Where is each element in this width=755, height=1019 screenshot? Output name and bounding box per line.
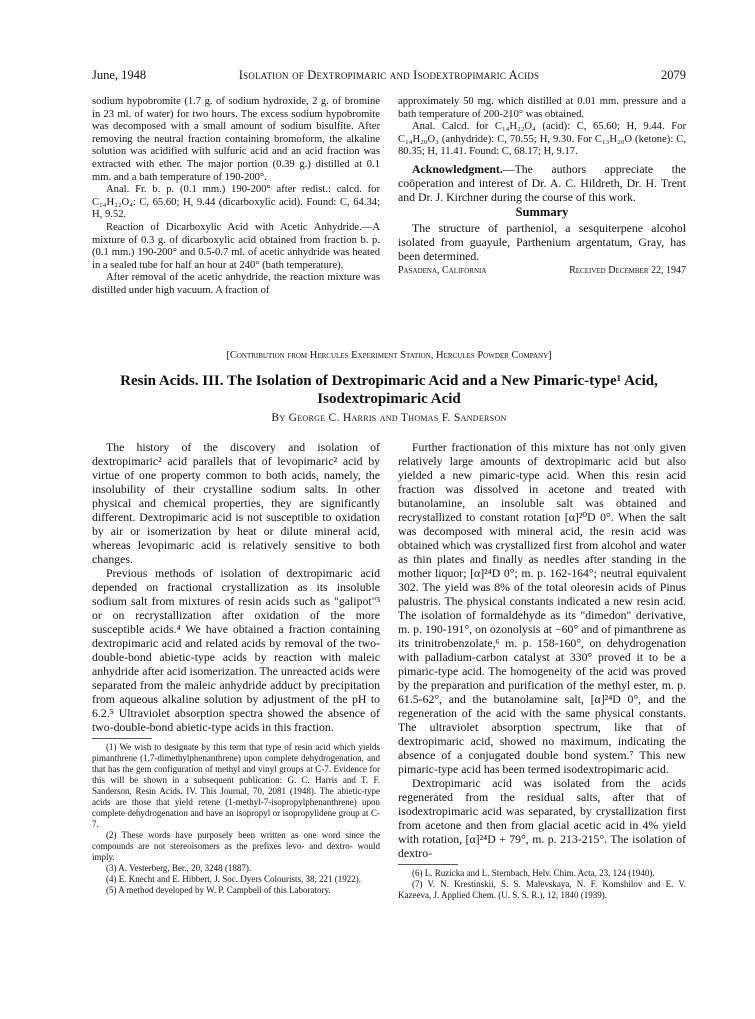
header-date: June, 1948 <box>92 68 147 82</box>
footnote: (7) V. N. Krestinskii, S. S. Malevskaya, N. F. Komshilov and E. V. Kazeeva, J. Applied Chem. (U. S. S. R.), 12, 1840 (1939). <box>398 879 686 900</box>
location: Pasadena, California <box>398 264 487 276</box>
body-paragraph: Previous methods of isolation of dextropimaric acid depended on fractional crystallization as its insoluble sodium salt from mixtures of resin acids such as "galipot"³ or on recrystallization after oxidation of the more susceptible acids.⁴ We have obtained a fraction containing dextropimaric acid and related acids by removal of the two-double-bond abietic-type acids by reaction with maleic anhydride after acid isomerization. The unreacted acids were separated from the maleic anhydride adduct by precipitation from aqueous alkaline solution by adjustment of the pH to 6.2.⁵ Ultraviolet absorption spectra showed the absence of two-double-bond abietic-type acids in this fraction. <box>92 566 380 734</box>
body-paragraph: The history of the discovery and isolation of dextropimaric² acid parallels that of levopimaric² acid by virtue of one property common to both acids, namely, the insolubility of their crystalline sodium salts. In other physical and chemical properties, they are significantly different. Dextropimaric acid is not susceptible to oxidation by air or isomerization by heat or dilute mineral acid, whereas levopimaric acid is relatively sensitive to both changes. <box>92 440 380 566</box>
footnote: (2) These words have purposely been written as one word since the compounds are not stereoisomers as the prefixes levo- and dextro- would imply. <box>92 830 380 862</box>
footnote: (6) L. Ruzicka and L. Sternbach, Helv. Chim. Acta, 23, 124 (1940). <box>412 868 655 878</box>
footnote: (1) We wish to designate by this term that type of resin acid which yields pimanthrene (1,7-dimethylphenanthrene) upon complete dehydrogenation, and that has the gem configuration of methyl and vinyl groups at C-7. Evidence for this will be shown in a subsequent publication: G. C. Harris and T. F. Sanderson, Resin Acids. IV. This Journal, 70, 2081 (1948). The abietic-type acids are those that yield retene (1-methyl-7-isopropylphenanthrene) upon complete dehydrogenation and have an isopropyl or isopropylidene group at C-7. <box>92 742 380 829</box>
received-date: Received December 22, 1947 <box>569 264 686 276</box>
running-header <box>92 68 686 84</box>
article-authors: By George C. Harris and Thomas F. Sanderson <box>271 412 507 424</box>
article-title: Resin Acids. III. The Isolation of Dextropimaric Acid and a New Pimaric-type¹ Acid, Isodextropimaric Acid <box>120 373 658 407</box>
header-page-number: 2079 <box>661 68 686 82</box>
prev-analysis: Anal. Fr. b. p. (0.1 mm.) 190-200° after redist.: calcd. for C₁₄H₂₂O₄: C, 65.60; H, 9.44 (dicarboxylic acid). Found: C, 64.34; H, 9.52. <box>92 184 380 221</box>
contribution-line: [Contribution from Hercules Experiment Station, Hercules Powder Company] <box>226 350 552 361</box>
acknowledgment-text: —The authors appreciate the coöperation and interest of Dr. A. C. Hildreth, Dr. H. Trent and Dr. J. Kirchner during the course of this work. <box>398 161 686 204</box>
prev-article-left-column <box>92 96 380 298</box>
article-left-column <box>92 440 380 896</box>
article-right-column <box>398 440 686 901</box>
prev-paragraph: After removal of the acetic anhydride, the reaction mixture was distilled under high vacuum. A fraction of <box>92 272 380 296</box>
footnote: (3) A. Vesterberg, Ber., 20, 3248 (1887). <box>106 863 252 873</box>
prev-paragraph: approximately 50 mg. which distilled at 0.01 mm. pressure and a bath temperature of 200-210° was obtained. <box>398 96 686 120</box>
acknowledgment-heading: Acknowledgment. <box>412 161 503 176</box>
summary-text: The structure of partheniol, a sesquiterpene alcohol isolated from guayule, Parthenium argentatum, Gray, has been determined. <box>398 220 686 263</box>
footnote: (4) E. Knecht and E. Hibbert, J. Soc. Dyers Colourists, 38, 221 (1922). <box>106 874 361 884</box>
signature-line <box>398 265 686 278</box>
prev-paragraph: sodium hypobromite (1.7 g. of sodium hydroxide, 2 g. of bromine in 23 ml. of water) for two hours. The excess sodium hypobromite was decomposed with a small amount of sodium bisulfite. After removing the neutral fraction containing bromoform, the alkaline solution was acidified with sulfuric acid and an acid fraction was extracted with ether. The major portion (0.39 g.) distilled at 0.1 mm. and a bath temperature of 190-200°. <box>92 96 380 183</box>
prev-analysis: Anal. Calcd. for C₁₄H₂₂O₄ (acid): C, 65.60; H, 9.44. For C₁₄H₂₀O₃ (anhydride): C, 70.55; H, 9.30. For C₁₃H₂₀O (ketone): C, 80.35; H, 11.41. Found: C, 68.17; H, 9.17. <box>398 121 686 158</box>
footnote-separator <box>92 738 152 739</box>
body-paragraph: Further fractionation of this mixture has not only given relatively large amounts of dextropimaric acid but also yielded a new pimaric-type acid. When this resin acid fraction was dissolved in acetone and treated with butanolamine, an insoluble salt was obtained and recrystallized to constant rotation [α]²⁰D 0°. When the salt was decomposed with mineral acid, the resin acid was obtained which was crystallized first from alcohol and water as thin plates and finally as needles after standing in the mother liquor; [α]²⁴D 0°; m. p. 162-164°; neutral equivalent 302. The yield was 8% of the total oleoresin acids of Pinus palustris. The physical constants indicated a new resin acid. The isolation of formaldehyde as its "dimedon" derivative, m. p. 190-191°, on ozonolysis at −60° and of pimanthrene as its trinitrobenzolate,⁶ m. p. 158-160°, on dehydrogenation with palladium-carbon catalyst at 330° proved it to be a pimaric-type acid. The homogeneity of the acid was proved by the preparation and purification of the methyl ester, m. p. 61.5-62°, and the butanolamine salt, [α]²⁴D 0°, and the regeneration of the acid with the same physical constants. The ultraviolet absorption spectrum, like that of dextropimaric acid, showed no maximum, indicating the absence of a conjugated double bond system.⁷ This new pimaric-type acid has been termed isodextropimaric acid. <box>398 440 686 776</box>
body-paragraph: Dextropimaric acid was isolated from the acids regenerated from the residual salts, after that of isodextropimaric acid was separated, by crystallization first from acetone and then from glacial acetic acid in 4% yield with rotation, [α]²⁴D + 79°, m. p. 213-215°. The isolation of dextro- <box>398 776 686 860</box>
footnote: (5) A method developed by W. P. Campbell of this Laboratory. <box>106 885 331 895</box>
prev-reaction-paragraph: Reaction of Dicarboxylic Acid with Acetic Anhydride.—A mixture of 0.3 g. of dicarboxylic acid obtained from fraction b. p. (0.1 mm.) 190-200° and 0.5-0.7 ml. of acetic anhydride was heated in a sealed tube for half an hour at 240° (bath temperature). <box>92 221 380 271</box>
footnote-separator <box>398 864 458 865</box>
prev-article-right-column <box>398 96 686 277</box>
acknowledgment <box>398 162 686 204</box>
header-running-title: Isolation of Dextropimaric and Isodextropimaric Acids <box>238 68 540 82</box>
summary-heading: Summary <box>515 204 569 219</box>
